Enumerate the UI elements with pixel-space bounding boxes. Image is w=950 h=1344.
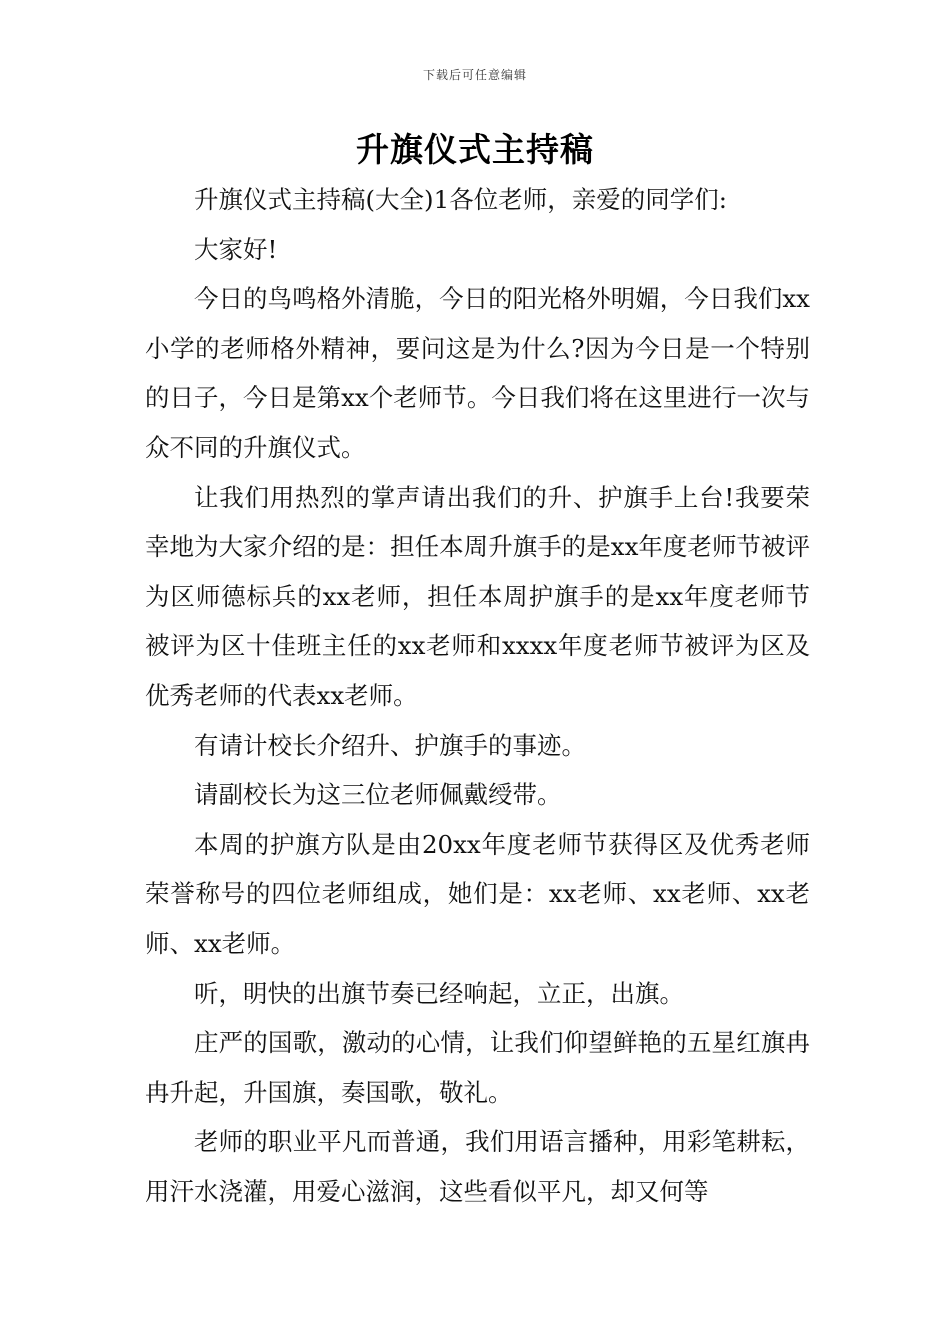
document-body <box>145 175 810 1216</box>
paragraph-teacher-profession: 老师的职业平凡而普通，我们用语言播种，用彩笔耕耘，用汗水浇灌，用爱心滋润，这些看似平凡，却又何等 <box>145 1127 810 1206</box>
paragraph-opening: 今日的鸟鸣格外清脆，今日的阳光格外明媚，今日我们xx小学的老师格外精神，要问这是为什么?因为今日是一个特别的日子，今日是第xx个老师节。今日我们将在这里进行一次与众不同的升旗仪式。 <box>145 284 810 462</box>
document-title: 升旗仪式主持稿 <box>356 130 594 169</box>
paragraph-sash: 请副校长为这三位老师佩戴绶带。 <box>194 780 562 810</box>
paragraph-flag-out: 听，明快的出旗节奏已经响起，立正，出旗。 <box>194 978 684 1008</box>
header-note: 下载后可任意编辑 <box>422 68 527 82</box>
paragraph-guard-team: 本周的护旗方队是由20xx年度老师节获得区及优秀老师荣誉称号的四位老师组成，她们是：xx老师、xx老师、xx老师、xx老师。 <box>145 829 810 958</box>
paragraph-anthem: 庄严的国歌，激动的心情，让我们仰望鲜艳的五星红旗冉冉升起，升国旗，奏国歌，敬礼。 <box>145 1028 810 1107</box>
paragraph-principal-intro: 有请计校长介绍升、护旗手的事迹。 <box>194 730 586 760</box>
paragraph-salutation: 升旗仪式主持稿(大全)1各位老师，亲爱的同学们: <box>194 185 727 214</box>
paragraph-greeting: 大家好! <box>194 234 278 264</box>
paragraph-flag-bearers: 让我们用热烈的掌声请出我们的升、护旗手上台!我要荣幸地为大家介绍的是：担任本周升旗手的是xx年度老师节被评为区师德标兵的xx老师，担任本周护旗手的是xx年度老师节被评为区十佳班主任的xx老师和xxxx年度老师节被评为区及优秀老师的代表xx老师。 <box>145 482 810 710</box>
